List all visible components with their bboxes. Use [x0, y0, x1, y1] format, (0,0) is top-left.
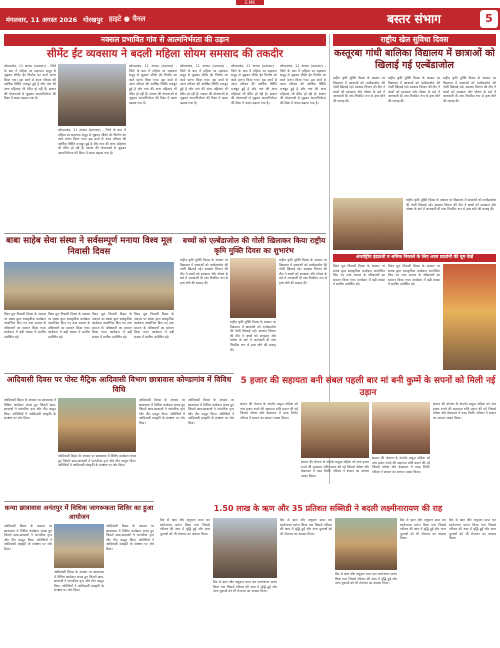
story9-col4: बैंक से ऋण और अनुदान प्राप्त कर स्वरोजगार प्रारंभ किया गया जिससे परिवार की आय में वृद्धि हुई और अन्य युवाओं को भी रोजगार का अवसर मिला। — [335, 572, 397, 586]
story8-col3: आदिवासी दिवस के अवसर पर छात्रावास में विविध कार्यक्रम संपन्न हुए जिसमें छात्र-छात्राओं ने पारंपरिक नृत्य और गीत प्रस्तुत किए। अतिथियों ने आदिवासी संस्कृति के संरक्षण पर जोर दिया। — [106, 524, 154, 551]
story2-col4: राष्ट्रीय कृमि मुक्ति दिवस के अवसर पर विद्यालय में छात्राओं को एल्बेंडाजोल की गोली खिलाई गई। स्वास्थ्य विभाग की टीम ने बच्चों को स्वच्छता और पोषण के बारे में जानकारी दी तथा नियमित रूप से हाथ धोने की सलाह दी। — [406, 198, 496, 212]
story1-photo — [58, 64, 126, 126]
story4-headline: बच्चों को एल्बेंडाजोल की गोली खिलाकर किया राष्ट्रीय कृमि मुक्ति दिवस का शुभारंभ — [182, 236, 326, 255]
masthead-brand: बस्तर संभाग — [387, 12, 441, 26]
story9-photo-2 — [335, 518, 397, 570]
page-number: 5 — [480, 10, 498, 28]
story1-col4: कोण्डागांव, 11 अगस्त (समाचार) - जिले के ग्राम में महिला स्व सहायता समूह से जुड़कर सीमेंट ईंट निर्माण का कार्य प्रारंभ किया गया। इस कार्य से आज परिवार की आर्थिक स्थिति मजबूत हुई है और गांव की अन्य महिलाएं भी प्रेरित हो रही हैं। शासन की योजनाओं से जुड़कर आत्मनिर्भरता की दिशा में कदम बढ़ाया गया है। — [180, 64, 228, 105]
story8-headline: कन्या छात्रावास अनंतपुर में विधिक जागरूकता शिविर का हुआ आयोजन — [4, 504, 154, 521]
story7-photo — [301, 402, 369, 458]
story9-col1: बैंक से ऋण और अनुदान प्राप्त कर स्वरोजगार प्रारंभ किया गया जिससे परिवार की आय में वृद्धि हुई और अन्य युवाओं को भी रोजगार का अवसर मिला। — [160, 518, 210, 536]
story2-col1: राष्ट्रीय कृमि मुक्ति दिवस के अवसर पर विद्यालय में छात्राओं को एल्बेंडाजोल की गोली खिलाई गई। स्वास्थ्य विभाग की टीम ने बच्चों को स्वच्छता और पोषण के बारे में जानकारी दी तथा नियमित रूप से हाथ धोने की सलाह दी। — [333, 76, 385, 103]
top-label: E.MK — [236, 0, 264, 5]
story8-col2: आदिवासी दिवस के अवसर पर छात्रावास में विविध कार्यक्रम संपन्न हुए जिसमें छात्र-छात्राओं ने पारंपरिक नृत्य और गीत प्रस्तुत किए। अतिथियों ने आदिवासी संस्कृति के संरक्षण पर जोर दिया। — [54, 570, 104, 593]
story1-col5: कोण्डागांव, 11 अगस्त (समाचार) - जिले के ग्राम में महिला स्व सहायता समूह से जुड़कर सीमेंट ईंट निर्माण का कार्य प्रारंभ किया गया। इस कार्य से आज परिवार की आर्थिक स्थिति मजबूत हुई है और गांव की अन्य महिलाएं भी प्रेरित हो रही हैं। शासन की योजनाओं से जुड़कर आत्मनिर्भरता की दिशा में कदम बढ़ाया गया है। — [231, 64, 277, 105]
story3-col1: विश्व मूल निवासी दिवस के अवसर पर संस्था द्वारा सांस्कृतिक कार्यक्रम आयोजित किए गए तथा समाज के वरिष्ठजनों का सम्मान किया गया। कार्यक्रम में बड़ी संख्या में ग्रामीण उपस्थित रहे। — [4, 312, 46, 339]
story1-col6: कोण्डागांव, 11 अगस्त (समाचार) - जिले के ग्राम में महिला स्व सहायता समूह से जुड़कर सीमेंट ईंट निर्माण का कार्य प्रारंभ किया गया। इस कार्य से आज परिवार की आर्थिक स्थिति मजबूत हुई है और गांव की अन्य महिलाएं भी प्रेरित हो रही हैं। शासन की योजनाओं से जुड़कर आत्मनिर्भरता की दिशा में कदम बढ़ाया गया है। — [280, 64, 326, 105]
story1-col3: कोण्डागांव, 11 अगस्त (समाचार) - जिले के ग्राम में महिला स्व सहायता समूह से जुड़कर सीमेंट ईंट निर्माण का कार्य प्रारंभ किया गया। इस कार्य से आज परिवार की आर्थिक स्थिति मजबूत हुई है और गांव की अन्य महिलाएं भी प्रेरित हो रही हैं। शासन की योजनाओं से जुड़कर आत्मनिर्भरता की दिशा में कदम बढ़ाया गया है। — [129, 64, 177, 105]
story5-col1: विश्व मूल निवासी दिवस के अवसर पर संस्था द्वारा सांस्कृतिक कार्यक्रम आयोजित किए गए तथा समाज के वरिष्ठजनों का सम्मान किया गया। कार्यक्रम में बड़ी संख्या में ग्रामीण उपस्थित रहे। — [333, 264, 385, 287]
story2-kicker: राष्ट्रीय खेल सुविधा दिवस — [333, 34, 496, 46]
story1-headline: सीमेंट ईंट व्यवसाय ने बदली महिला सोयम समसाद की तकदीर — [46, 48, 284, 60]
story7-col2: शासन की योजना के अंतर्गत प्रसूता महिला को पांच हजार रुपये की सहायता राशि प्रदान की गई जिससे पोषण और देखभाल में मदद मिली। परिवार ने शासन का आभार व्यक्त किया। — [301, 460, 369, 478]
story4-col3: राष्ट्रीय कृमि मुक्ति दिवस के अवसर पर विद्यालय में छात्राओं को एल्बेंडाजोल की गोली खिलाई गई। स्वास्थ्य विभाग की टीम ने बच्चों को स्वच्छता और पोषण के बारे में जानकारी दी तथा नियमित रूप से हाथ धोने की सलाह दी। — [279, 258, 327, 285]
story2-headline: कस्तूरबा गांधी बालिका विद्यालय में छात्राओं को खिलाई गई एल्बेंडाजोल — [334, 48, 495, 71]
story7-photo-2 — [372, 402, 430, 454]
story3-col2: विश्व मूल निवासी दिवस के अवसर पर संस्था द्वारा सांस्कृतिक कार्यक्रम आयोजित किए गए तथा समाज के वरिष्ठजनों का सम्मान किया गया। कार्यक्रम में बड़ी संख्या में ग्रामीण उपस्थित रहे। — [48, 312, 90, 339]
masthead-date: मंगलवार, 11 अगस्त 2026 — [6, 15, 78, 24]
story6-photo — [58, 398, 136, 452]
story9-col5: बैंक से ऋण और अनुदान प्राप्त कर स्वरोजगार प्रारंभ किया गया जिससे परिवार की आय में वृद्धि हुई और अन्य युवाओं को भी रोजगार का अवसर मिला। — [400, 518, 446, 541]
story1-col2: कोण्डागांव, 11 अगस्त (समाचार) - जिले के ग्राम में महिला स्व सहायता समूह से जुड़कर सीमेंट ईंट निर्माण का कार्य प्रारंभ किया गया। इस कार्य से आज परिवार की आर्थिक स्थिति मजबूत हुई है और गांव की अन्य महिलाएं भी प्रेरित हो रही हैं। शासन की योजनाओं से जुड़कर आत्मनिर्भरता की दिशा में कदम बढ़ाया गया है। — [58, 128, 126, 155]
story7-col1: शासन की योजना के अंतर्गत प्रसूता महिला को पांच हजार रुपये की सहायता राशि प्रदान की गई जिससे पोषण और देखभाल में मदद मिली। परिवार ने शासन का आभार व्यक्त किया। — [240, 402, 298, 420]
story3-headline: बाबा साहेब सेवा संस्था ने सर्वसम्पूर्ण मनाया विश्व मूल निवासी दिवस — [6, 236, 172, 257]
story8-photo — [54, 524, 104, 568]
story6-col2: आदिवासी दिवस के अवसर पर छात्रावास में विविध कार्यक्रम संपन्न हुए जिसमें छात्र-छात्राओं ने पारंपरिक नृत्य और गीत प्रस्तुत किए। अतिथियों ने आदिवासी संस्कृति के संरक्षण पर जोर दिया। — [58, 454, 136, 468]
story8-col1: आदिवासी दिवस के अवसर पर छात्रावास में विविध कार्यक्रम संपन्न हुए जिसमें छात्र-छात्राओं ने पारंपरिक नृत्य और गीत प्रस्तुत किए। अतिथियों ने आदिवासी संस्कृति के संरक्षण पर जोर दिया। — [4, 524, 52, 551]
story9-col2: बैंक से ऋण और अनुदान प्राप्त कर स्वरोजगार प्रारंभ किया गया जिससे परिवार की आय में वृद्धि हुई और अन्य युवाओं को भी रोजगार का अवसर मिला। — [213, 580, 277, 594]
story6-headline: आदिवासी दिवस पर पोस्ट मैट्रिक आदिवासी विभाग छात्रावास कोण्डागांव में विविध विधि — [6, 375, 232, 394]
story3-col3: विश्व मूल निवासी दिवस के अवसर पर संस्था द्वारा सांस्कृतिक कार्यक्रम आयोजित किए गए तथा समाज के वरिष्ठजनों का सम्मान किया गया। कार्यक्रम में बड़ी संख्या में ग्रामीण उपस्थित रहे। — [92, 312, 132, 339]
story2-col3: राष्ट्रीय कृमि मुक्ति दिवस के अवसर पर विद्यालय में छात्राओं को एल्बेंडाजोल की गोली खिलाई गई। स्वास्थ्य विभाग की टीम ने बच्चों को स्वच्छता और पोषण के बारे में जानकारी दी तथा नियमित रूप से हाथ धोने की सलाह दी। — [443, 76, 496, 103]
story4-col2: राष्ट्रीय कृमि मुक्ति दिवस के अवसर पर विद्यालय में छात्राओं को एल्बेंडाजोल की गोली खिलाई गई। स्वास्थ्य विभाग की टीम ने बच्चों को स्वच्छता और पोषण के बारे में जानकारी दी तथा नियमित रूप से हाथ धोने की सलाह दी। — [230, 320, 276, 352]
story9-photo — [213, 518, 277, 578]
story1-col1: कोण्डागांव, 11 अगस्त (समाचार) - जिले के ग्राम में महिला स्व सहायता समूह से जुड़कर सीमेंट ईंट निर्माण का कार्य प्रारंभ किया गया। इस कार्य से आज परिवार की आर्थिक स्थिति मजबूत हुई है और गांव की अन्य महिलाएं भी प्रेरित हो रही हैं। शासन की योजनाओं से जुड़कर आत्मनिर्भरता की दिशा में कदम बढ़ाया गया है। — [4, 64, 56, 101]
story7-col3: शासन की योजना के अंतर्गत प्रसूता महिला को पांच हजार रुपये की सहायता राशि प्रदान की गई जिससे पोषण और देखभाल में मदद मिली। परिवार ने शासन का आभार व्यक्त किया। — [372, 456, 430, 474]
story5-photo — [443, 264, 496, 370]
story7-col4: शासन की योजना के अंतर्गत प्रसूता महिला को पांच हजार रुपये की सहायता राशि प्रदान की गई जिससे पोषण और देखभाल में मदद मिली। परिवार ने शासन का आभार व्यक्त किया। — [433, 402, 496, 420]
story9-col3: बैंक से ऋण और अनुदान प्राप्त कर स्वरोजगार प्रारंभ किया गया जिससे परिवार की आय में वृद्धि हुई और अन्य युवाओं को भी रोजगार का अवसर मिला। — [280, 518, 332, 536]
masthead-bar — [0, 8, 500, 30]
top-strip — [0, 0, 500, 6]
story3-photo — [4, 262, 174, 310]
story4-photo — [230, 258, 276, 318]
story5-col2: विश्व मूल निवासी दिवस के अवसर पर संस्था द्वारा सांस्कृतिक कार्यक्रम आयोजित किए गए तथा समाज के वरिष्ठजनों का सम्मान किया गया। कार्यक्रम में बड़ी संख्या में ग्रामीण उपस्थित रहे। — [388, 264, 440, 287]
story6-col1: आदिवासी दिवस के अवसर पर छात्रावास में विविध कार्यक्रम संपन्न हुए जिसमें छात्र-छात्राओं ने पारंपरिक नृत्य और गीत प्रस्तुत किए। अतिथियों ने आदिवासी संस्कृति के संरक्षण पर जोर दिया। — [4, 398, 56, 421]
story9-col6: बैंक से ऋण और अनुदान प्राप्त कर स्वरोजगार प्रारंभ किया गया जिससे परिवार की आय में वृद्धि हुई और अन्य युवाओं को भी रोजगार का अवसर मिला। — [449, 518, 496, 541]
masthead-section: हाइटे ● चैनल — [108, 14, 146, 23]
story6-col3: आदिवासी दिवस के अवसर पर छात्रावास में विविध कार्यक्रम संपन्न हुए जिसमें छात्र-छात्राओं ने पारंपरिक नृत्य और गीत प्रस्तुत किए। अतिथियों ने आदिवासी संस्कृति के संरक्षण पर जोर दिया। — [139, 398, 185, 425]
story5-kicker: अंतर्राष्ट्रीय इंद्रावती व श्रमिक निकाले के लिए आज प्रदर्शनों की धूम देखें — [333, 254, 496, 262]
story9-headline: 1.50 लाख के ऋण और 35 प्रतिशत सब्सिडी ने बदली लक्ष्मीनारायण की राह — [213, 504, 443, 513]
story4-col1: राष्ट्रीय कृमि मुक्ति दिवस के अवसर पर विद्यालय में छात्राओं को एल्बेंडाजोल की गोली खिलाई गई। स्वास्थ्य विभाग की टीम ने बच्चों को स्वच्छता और पोषण के बारे में जानकारी दी तथा नियमित रूप से हाथ धोने की सलाह दी। — [180, 258, 228, 285]
section-rule — [4, 233, 326, 234]
story2-col2: राष्ट्रीय कृमि मुक्ति दिवस के अवसर पर विद्यालय में छात्राओं को एल्बेंडाजोल की गोली खिलाई गई। स्वास्थ्य विभाग की टीम ने बच्चों को स्वच्छता और पोषण के बारे में जानकारी दी तथा नियमित रूप से हाथ धोने की सलाह दी। — [388, 76, 440, 103]
section-rule-3 — [4, 501, 154, 502]
story3-col4: विश्व मूल निवासी दिवस के अवसर पर संस्था द्वारा सांस्कृतिक कार्यक्रम आयोजित किए गए तथा समाज के वरिष्ठजनों का सम्मान किया गया। कार्यक्रम में बड़ी संख्या में ग्रामीण उपस्थित रहे। — [134, 312, 174, 339]
masthead-city: गोरखपुर — [83, 15, 103, 24]
story1-kicker: नक्सल प्रभावित गांव से आत्मनिर्भरता की उड़ान — [4, 34, 326, 46]
story6-col4: आदिवासी दिवस के अवसर पर छात्रावास में विविध कार्यक्रम संपन्न हुए जिसमें छात्र-छात्राओं ने पारंपरिक नृत्य और गीत प्रस्तुत किए। अतिथियों ने आदिवासी संस्कृति के संरक्षण पर जोर दिया। — [188, 398, 234, 425]
story7-headline: 5 हजार की सहायता बनी संबल पहली बार मां बनी कुम्में के सपनों को मिली नई उड़ान — [240, 376, 496, 398]
story2-photo — [333, 198, 403, 250]
section-rule-2 — [4, 373, 234, 374]
